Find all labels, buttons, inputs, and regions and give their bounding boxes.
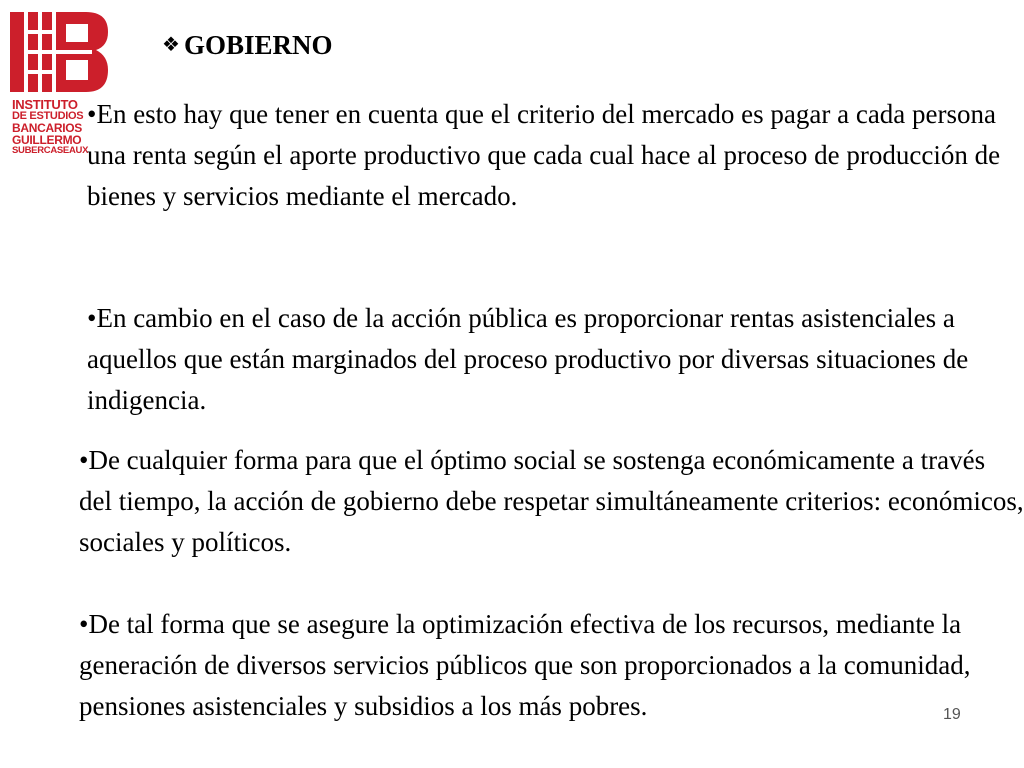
diamond-bullet-icon: ❖: [162, 32, 180, 56]
ieb-logo-icon: [8, 10, 110, 96]
logo-line-2: DE ESTUDIOS: [12, 110, 84, 122]
heading-text: GOBIERNO: [183, 30, 333, 60]
logo-line-3: BANCARIOS: [12, 121, 82, 135]
paragraph-resource-optimization: •De tal forma que se asegure la optimización efectiva de los recursos, mediante la generación de diversos servicios públicos que son proporcionados a la comunidad, pensiones asistenciales y subsidios a los más pobres.: [79, 609, 971, 721]
logo-line-5: SUBERCASEAUX: [12, 145, 89, 156]
paragraph-social-optimum: •De cualquier forma para que el óptimo social se sostenga económicamente a través del tiempo, la acción de gobierno debe respetar simultáneamente criterios: económicos, sociales y políticos.: [79, 445, 1024, 557]
paragraph-public-action: •En cambio en el caso de la acción pública es proporcionar rentas asistenciales a aquellos que están marginados del proceso productivo por diversas situaciones de indigencia.: [87, 303, 969, 415]
logo-line-4: GUILLERMO: [12, 133, 82, 147]
logo-line-1: INSTITUTO: [12, 97, 78, 112]
page-number: 19: [943, 706, 961, 723]
paragraph-market-criterion: •En esto hay que tener en cuenta que el criterio del mercado es pagar a cada persona una renta según el aporte productivo que cada cual hace al proceso de producción de bienes y servicios mediante el mercado.: [87, 99, 1001, 211]
slide-heading: [162, 30, 332, 61]
